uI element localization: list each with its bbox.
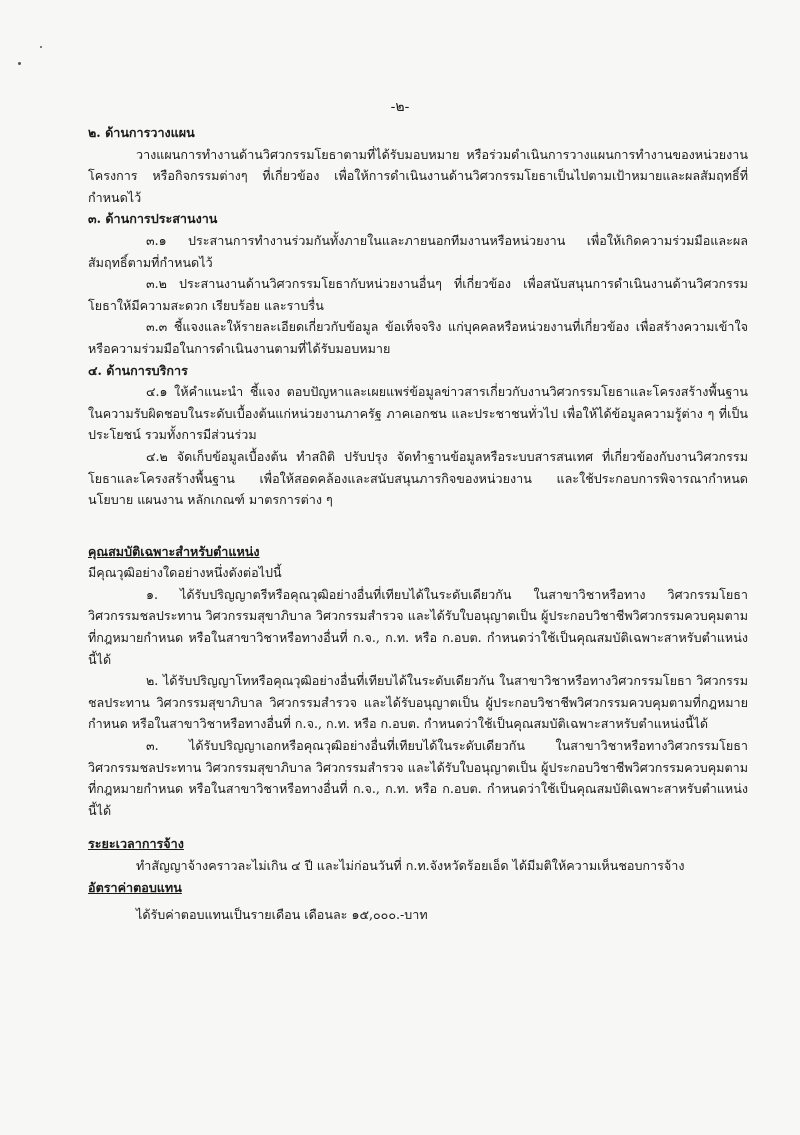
section-spacer <box>88 821 748 833</box>
employment-period-body: ทำสัญญาจ้างคราวละไม่เกิน ๔ ปี และไม่ก่อนวันที่ ก.ท.จังหวัดร้อยเอ็ด ได้มีมติให้ความเห็นชอบการจ้าง <box>136 858 685 873</box>
coordination-item: ๓.๓ ชี้แจงและให้รายละเอียดเกี่ยวกับข้อมูล ข้อเท็จจริง แก่บุคคลหรือหน่วยงานที่เกี่ยวข้อง เพื่อสร้างความเข้าใจหรือความร่วมมือในการดำเนินงานตามที่ได้รับมอบหมาย <box>88 319 748 356</box>
document-body <box>88 122 748 926</box>
planning-body: วางแผนการทำงานด้านวิศวกรรมโยธาตามที่ได้รับมอบหมาย หรือร่วมดำเนินการวางแผนการทำงานของหน่วยงาน โครงการ หรือกิจกรรมต่างๆ ที่เกี่ยวข้อง เพื่อให้การดำเนินงานด้านวิศวกรรมโยธาเป็นไปตามเป้าหมายและผลสัมฤทธิ์ที่กำหนดไว้ <box>88 146 748 205</box>
scan-speck <box>40 46 42 48</box>
compensation-body: ได้รับค่าตอบแทนเป็นรายเดือน เดือนละ ๑๕,๐๐๐.-บาท <box>136 907 428 923</box>
qualifications-heading: คุณสมบัติเฉพาะสำหรับตำแหน่ง <box>88 543 260 559</box>
coordination-item: ๓.๑ ประสานการทำงานร่วมกันทั้งภายในและภายนอกทีมงานหรือหน่วยงาน เพื่อให้เกิดความร่วมมือและผลสัมฤทธิ์ตามที่กำหนดไว้ <box>88 232 748 270</box>
section-spacer <box>88 511 748 541</box>
service-heading: ๔. ด้านการบริการ <box>88 362 188 378</box>
coordination-heading: ๓. ด้านการประสานงาน <box>88 211 218 227</box>
qualification-item: ๒. ได้รับปริญญาโทหรือคุณวุฒิอย่างอื่นที่เทียบได้ในระดับเดียวกัน ในสาขาวิชาหรือทางวิศวกรรมโยธา วิศวกรรมชลประทาน วิศวกรรมสุขาภิบาล วิศวกรรมสำรวจ และได้รับอนุญาตเป็น ผู้ประกอบวิชาชีพวิศวกรรมควบคุมตามที่กฎหมายกำหนด หรือในสาขาวิชาหรือทางอื่นที่ ก.จ., ก.ท. หรือ ก.อบต. กำหนดว่าใช้เป็นคุณสมบัติเฉพาะสาหรับตำแหน่งนี้ได้ <box>88 673 748 732</box>
qualification-item: ๑. ได้รับปริญญาตรีหรือคุณวุฒิอย่างอื่นที่เทียบได้ในระดับเดียวกัน ในสาขาวิชาหรือทาง วิศวกรรมโยธา วิศวกรรมชลประทาน วิศวกรรมสุขาภิบาล วิศวกรรมสำรวจ และได้รับใบอนุญาตเป็น ผู้ประกอบวิชาชีพวิศวกรรมควบคุมตามที่กฎหมายกำหนด หรือในสาขาวิชาหรือทางอื่นที่ ก.จ., ก.ท. หรือ ก.อบต. กำหนดว่าใช้เป็นคุณสมบัติเฉพาะสาหรับตำแหน่งนี้ได้ <box>88 586 748 667</box>
service-item: ๔.๑ ให้คำแนะนำ ชี้แจง ตอบปัญหาและเผยแพร่ข้อมูลข่าวสารเกี่ยวกับงานวิศวกรรมโยธาและโครงสร้างพื้นฐานในความรับผิดชอบในระดับเบื้องต้นแก่หน่วยงานภาครัฐ ภาคเอกชน และประชาชนทั่วไป เพื่อให้ได้ข้อมูลความรู้ต่าง ๆ ที่เป็นประโยชน์ รวมทั้งการมีส่วนร่วม <box>88 384 748 443</box>
coordination-item: ๓.๒ ประสานงานด้านวิศวกรรมโยธากับหน่วยงานอื่นๆ ที่เกี่ยวข้อง เพื่อสนับสนุนการดำเนินงานด้านวิศวกรรมโยธาให้มีความสะดวก เรียบร้อย และราบรื่น <box>88 276 748 313</box>
service-item: ๔.๒ จัดเก็บข้อมูลเบื้องต้น ทำสถิติ ปรับปรุง จัดทำฐานข้อมูลหรือระบบสารสนเทศ ที่เกี่ยวข้องกับงานวิศวกรรมโยธาและโครงสร้างพื้นฐาน เพื่อให้สอดคล้องและสนับสนุนภารกิจของหน่วยงาน และใช้ประกอบการพิจารณากำหนดนโยบาย แผนงาน หลักเกณฑ์ มาตรการต่าง ๆ <box>88 448 748 508</box>
planning-heading: ๒. ด้านการวางแผน <box>88 125 195 140</box>
compensation-heading: อัตราค่าตอบแทน <box>88 879 182 895</box>
page-number: -๒- <box>390 99 410 115</box>
employment-period-heading: ระยะเวลาการจ้าง <box>88 836 184 852</box>
qualifications-intro: มีคุณวุฒิอย่างใดอย่างหนึ่งดังต่อไปนี้ <box>88 565 282 581</box>
qualification-item: ๓. ได้รับปริญญาเอกหรือคุณวุฒิอย่างอื่นที่เทียบได้ในระดับเดียวกัน ในสาขาวิชาหรือทางวิศวกรรมโยธา วิศวกรรมชลประทาน วิศวกรรมสุขาภิบาล วิศวกรรมสำรวจ และได้รับใบอนุญาตเป็น ผู้ประกอบวิชาชีพวิศวกรรมควบคุมตามที่กฎหมายกำหนด หรือในสาขาวิชาหรือทางอื่นที่ ก.จ., ก.ท. หรือ ก.อบต. กำหนดว่าใช้เป็นคุณสมบัติเฉพาะสาหรับตำแหน่งนี้ได้ <box>88 738 748 818</box>
scan-speck <box>18 62 21 65</box>
